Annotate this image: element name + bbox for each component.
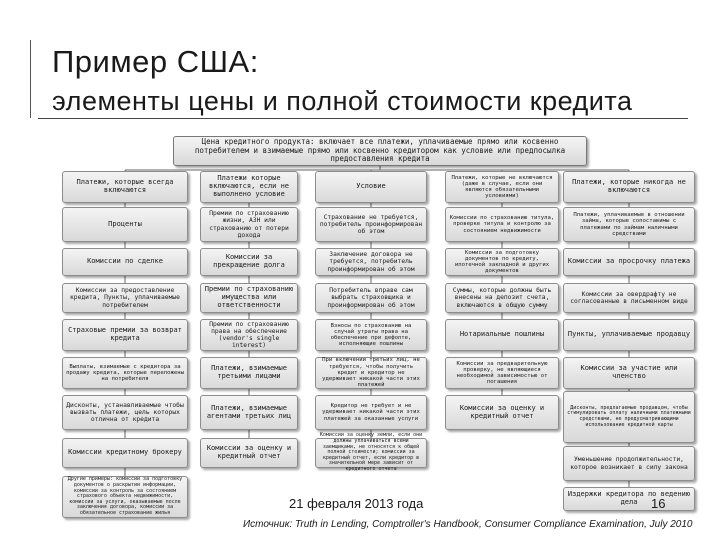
- item-box: [315, 207, 427, 242]
- item-box: [563, 248, 695, 276]
- column-header-4: [445, 171, 559, 203]
- item-text: Платежи, уплачиваемые в отношении займа, которые сопоставимы с платежами по займам наличными средствами: [573, 212, 685, 237]
- item-text: Комиссии за овердрафту не согласованные в письменном виде: [570, 290, 688, 305]
- column-header-3: [315, 171, 427, 203]
- item-text: Страховые премии за возврат кредита: [68, 326, 182, 342]
- item-box: [563, 357, 695, 389]
- item-text: Проценты: [108, 219, 142, 228]
- item-text: Условие: [356, 182, 386, 191]
- item-box: [62, 248, 188, 276]
- item-text: Другие примеры: комиссии за подготовку документов о раскрытии информации, комиссии за контроль за состоянием страхового объекта недвижимости, комиссии за услуги, оказываемые после заключения договора, комиссии за обязательное страхование жилья: [67, 476, 183, 516]
- item-box: [563, 283, 695, 313]
- item-box: [62, 476, 188, 518]
- item-box: [62, 395, 188, 430]
- item-text: Комиссии за предоставление кредита, Пункты, уплачиваемые потребителем: [70, 287, 180, 309]
- item-text: Комиссии по страхованию титула, проверке титула и контролю за состоянием недвижимости: [449, 215, 555, 234]
- item-box: [563, 391, 695, 443]
- item-box: [445, 357, 559, 389]
- item-box: [200, 395, 298, 430]
- item-text: Комиссии за предварительную проверку, не являющиеся необходимой зависимостью от погашения: [456, 360, 548, 386]
- item-text: Страхование не требуется, потребитель проинформирован об этом: [319, 213, 423, 236]
- item-box: [62, 207, 188, 242]
- item-text: Платежи, которые никогда не включаются: [572, 178, 686, 194]
- item-box: [563, 319, 695, 351]
- item-text: Платежи, взимаемые агентами третьих лиц: [206, 403, 292, 420]
- item-text: Комиссии за участие или членство: [580, 364, 678, 380]
- item-box: [200, 438, 298, 468]
- item-text: Комиссии по сделке: [87, 257, 163, 266]
- item-text: Выплаты, взимаемые с кредитора за продажу кредита, которые переложены на потребителя: [66, 363, 184, 383]
- item-text: При включении третьих лиц, не требуется, чтобы получить кредит и кредитор не удерживает никакой части этих платежей: [322, 357, 420, 389]
- page-title: Пример США:: [52, 44, 259, 79]
- item-text: Комиссии за просрочку платежа: [567, 257, 691, 266]
- item-text: Взносы по страхованию на случай утраты права на обеспечение при дефолте, исполняющие пошлины: [330, 322, 412, 348]
- item-text: Дисконты, устанавливаемые чтобы вызвать платежи, цель которых отлична от кредита: [66, 401, 184, 424]
- item-text: Комиссии за оценку и кредитный отчет: [459, 403, 545, 420]
- item-box: [563, 446, 695, 481]
- column-header-2: [200, 171, 298, 203]
- footer-date: 21 февраля 2013 года: [289, 496, 424, 511]
- item-text: Издержки кредитора по ведению дела: [567, 490, 691, 506]
- item-box: [62, 319, 188, 351]
- item-text: Потребитель вправе сам выбрать страховщика и проинформирован об этом: [327, 287, 415, 309]
- column-header-1: [62, 171, 188, 203]
- item-box: [315, 395, 427, 430]
- item-box: [200, 207, 298, 242]
- item-box: [315, 357, 427, 389]
- item-box: [200, 283, 298, 313]
- item-text: Платежи, которые всегда включаются: [76, 178, 174, 194]
- item-box: [445, 319, 559, 351]
- column-header-5: [563, 171, 695, 203]
- item-box: [200, 357, 298, 389]
- item-text: Платежи, взимаемые третьими лицами: [211, 364, 287, 380]
- item-text: Уменьшение продолжительности, которое возникает в силу закона: [570, 456, 688, 471]
- item-text: Комиссии за оценку земли, если они должны уплачиваться всеми заемщиками, не относятся к общей полной стоимости; комиссии за кредитный отчет, если кредитор в значительной мере зависит от кредитного отчета: [319, 432, 423, 472]
- item-box: [62, 357, 188, 389]
- item-text: Заключение договора не требуется, потребитель проинформирован об этом: [327, 251, 415, 273]
- item-text: Комиссии за подготовку документов по кредиту, ипотечной закладной и других документов: [454, 249, 550, 275]
- item-text: Премии по страхованию имущества или ответственности: [204, 285, 294, 309]
- item-text: Премии по страхованию жизни, АЗН или страхованию от потери дохода: [209, 210, 289, 239]
- item-box: [445, 283, 559, 313]
- item-box: [315, 432, 427, 472]
- item-box: [200, 319, 298, 351]
- item-text: Пункты, уплачиваемые продавцу: [567, 330, 691, 339]
- item-box: [62, 438, 188, 468]
- source-note: Источник: Truth in Lending, Comptroller's Handbook, Consumer Compliance Examination, July 2010: [243, 519, 693, 530]
- price-definition-box: Цена кредитного продукта: включает все платежи, уплачиваемые прямо или косвенно потребителем и взимаемые прямо или косвенно кредитором как условие или предпосылка предоставления кредита: [173, 136, 587, 166]
- item-box: [563, 207, 695, 242]
- item-text: Комиссии кредитному брокеру: [68, 448, 182, 457]
- item-box: [315, 319, 427, 351]
- item-text: Платежи, которые не включаются (даже в случае, если они являются обязательными условиями): [451, 174, 553, 200]
- item-text: Суммы, которые должны быть внесены на депозит счета, включаются в общую сумму: [452, 287, 552, 309]
- page-subtitle: элементы цены и полной стоимости кредита: [52, 86, 633, 116]
- item-box: [315, 283, 427, 313]
- item-box: [445, 248, 559, 276]
- item-text: Комиссии за прекращение долга: [213, 253, 285, 269]
- item-box: [315, 248, 427, 276]
- item-box: [445, 395, 559, 430]
- item-text: Премии по страхованию права на обеспечение (vendor's single interest): [209, 320, 289, 350]
- page-number: 16: [651, 496, 666, 511]
- item-text: Кредитор не требует и не удерживает никакой части этих платежей за оказанные услуги: [322, 403, 420, 422]
- item-text: Комиссии за оценку и кредитный отчет: [206, 444, 292, 460]
- item-box: [62, 283, 188, 313]
- item-box: [563, 487, 695, 511]
- item-text: Дисконты, предлагаемые продавцом, чтобы стимулировать оплату наличными платежными средствами, не предусматривающими использование кредитной карты: [567, 404, 691, 428]
- item-box: [200, 248, 298, 276]
- item-text: Нотариальные пошлины: [459, 330, 545, 339]
- item-text: Платежи которые включаются, если не выполнено условие: [208, 174, 290, 198]
- item-box: [445, 207, 559, 242]
